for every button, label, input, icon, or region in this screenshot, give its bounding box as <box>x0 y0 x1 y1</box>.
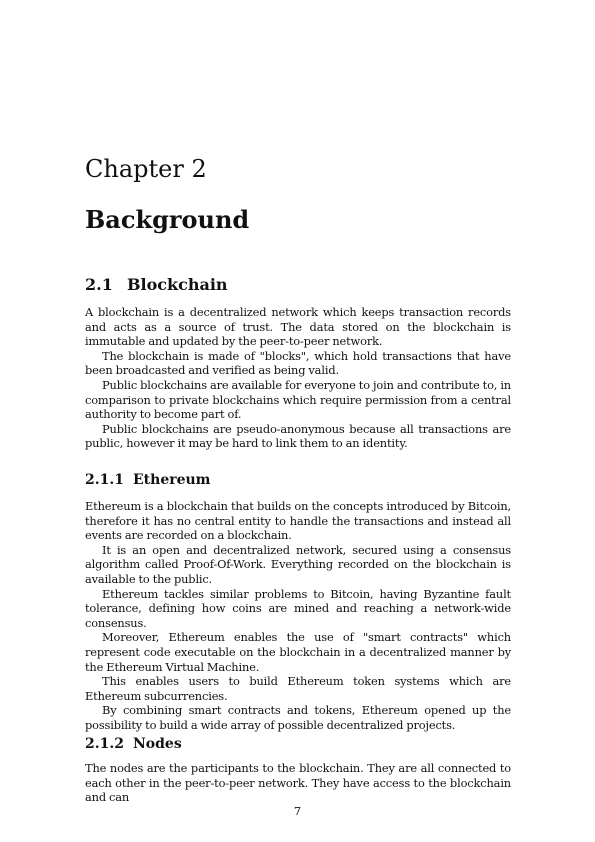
subsection-body-nodes <box>85 761 511 805</box>
section-title: Blockchain <box>127 275 228 294</box>
paragraph: Ethereum is a blockchain that builds on the concepts introduced by Bitcoin, therefore it has no central entity to handle the transactions and instead all events are recorded on a blockchain. <box>85 499 511 543</box>
subsection-number: 2.1.2 <box>85 736 124 752</box>
chapter-label: Chapter 2 <box>85 155 207 183</box>
subsection-title: Nodes <box>133 736 182 752</box>
paragraph: This enables users to build Ethereum token systems which are Ethereum subcurrencies. <box>85 674 511 703</box>
section-body-blockchain <box>85 305 511 451</box>
paragraph: A blockchain is a decentralized network which keeps transaction records and acts as a source of trust. The data stored on the blockchain is immutable and updated by the peer-to-peer network. <box>85 305 511 349</box>
paragraph: Moreover, Ethereum enables the use of "smart contracts" which represent code executable on the blockchain in a decentralized manner by the Ethereum Virtual Machine. <box>85 630 511 674</box>
paragraph: It is an open and decentralized network, secured using a consensus algorithm called Proof-Of-Work. Everything recorded on the blockchain is available to the public. <box>85 542 511 586</box>
paragraph: The blockchain is made of "blocks", which hold transactions that have been broadcasted and verified as being valid. <box>85 348 511 378</box>
subsection-title: Ethereum <box>133 472 211 488</box>
chapter-title: Background <box>85 205 250 234</box>
paragraph: Public blockchains are available for everyone to join and contribute to, in comparison to private blockchains which require permission from a central authority to become part of. <box>85 377 511 422</box>
page-number: 7 <box>293 804 302 818</box>
paragraph: Public blockchains are pseudo-anonymous because all transactions are public, however it may be hard to link them to an identity. <box>85 421 511 451</box>
paragraph: The nodes are the participants to the blockchain. They are all connected to each other in the peer-to-peer network. They have access to the blockchain and can <box>85 761 511 805</box>
subsection-body-ethereum <box>85 499 511 733</box>
section-heading-blockchain <box>85 275 228 295</box>
subsection-heading-ethereum <box>85 471 211 489</box>
section-number: 2.1 <box>85 275 113 294</box>
paragraph: By combining smart contracts and tokens, Ethereum opened up the possibility to build a wide array of possible decentralized projects. <box>85 703 511 732</box>
subsection-number: 2.1.1 <box>85 472 124 488</box>
subsection-heading-nodes <box>85 735 182 753</box>
paragraph: Ethereum tackles similar problems to Bitcoin, having Byzantine fault tolerance, defining how coins are mined and reaching a network-wide consensus. <box>85 586 511 630</box>
